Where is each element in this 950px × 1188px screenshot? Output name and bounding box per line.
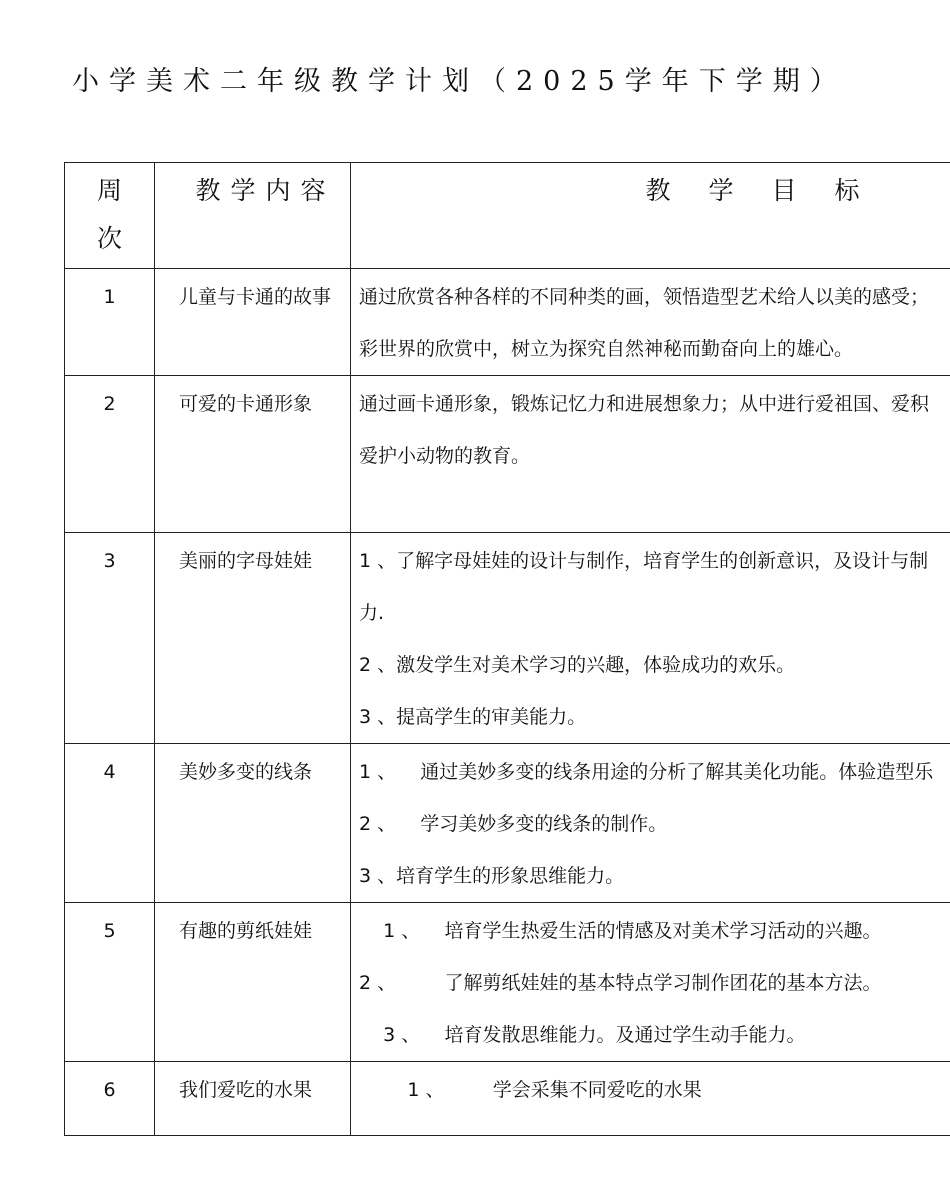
row-week: 3: [65, 533, 155, 744]
row-goal: [351, 269, 950, 376]
header-week: [65, 163, 155, 269]
row-week: 1: [65, 269, 155, 376]
goal-line: 1 、 学会采集不同爱吃的水果: [359, 1079, 702, 1101]
row-goal: [351, 533, 950, 744]
row-content: 我们爱吃的水果: [155, 1062, 351, 1136]
header-goal: 教学目标: [351, 163, 950, 269]
row-goal: [351, 1062, 950, 1136]
table-row: [65, 533, 950, 744]
table-row: [65, 269, 950, 376]
row-week: 5: [65, 903, 155, 1062]
row-content: 美妙多变的线条: [155, 744, 351, 903]
table-row: [65, 1062, 950, 1136]
goal-line: 2 、 学习美妙多变的线条的制作。: [359, 813, 668, 835]
row-content: 可爱的卡通形象: [155, 376, 351, 533]
row-goal: [351, 744, 950, 903]
goal-line: 3 、提高学生的审美能力。: [359, 706, 587, 728]
row-content: 儿童与卡通的故事: [155, 269, 351, 376]
document-title: 小学美术二年级教学计划（2025学年下学期）: [72, 66, 847, 97]
row-week: 4: [65, 744, 155, 903]
goal-line: 彩世界的欣赏中，树立为探究自然神秘而勤奋向上的雄心。: [359, 338, 854, 360]
goal-line: 通过欣赏各种各样的不同种类的画，领悟造型艺术给人以美的感受；: [359, 286, 930, 308]
header-content: 教学内容: [155, 163, 351, 269]
goal-line: 力.: [359, 602, 385, 624]
goal-line: 3 、培育学生的形象思维能力。: [359, 865, 625, 887]
table-row: [65, 744, 950, 903]
header-week-line-2: 次: [96, 224, 122, 253]
goal-line: 1 、了解字母娃娃的设计与制作，培育学生的创新意识，及设计与制: [359, 550, 929, 572]
table-header-row: [65, 163, 950, 269]
goal-line: 爱护小动物的教育。: [359, 445, 531, 467]
goal-line: 通过画卡通形象，锻炼记忆力和进展想象力；从中进行爱祖国、爱积: [359, 393, 930, 415]
goal-line: 1 、 培育学生热爱生活的情感及对美术学习活动的兴趣。: [359, 920, 882, 942]
goal-line: 3 、 培育发散思维能力。及通过学生动手能力。: [359, 1024, 806, 1046]
row-goal: [351, 903, 950, 1062]
table-row: [65, 903, 950, 1062]
table-row: [65, 376, 950, 533]
header-week-line-1: 周: [96, 176, 122, 205]
goal-line: 2 、 了解剪纸娃娃的基本特点学习制作团花的基本方法。: [359, 972, 882, 994]
row-content: 美丽的字母娃娃: [155, 533, 351, 744]
row-week: 2: [65, 376, 155, 533]
row-week: 6: [65, 1062, 155, 1136]
teaching-plan-table: [64, 162, 950, 1136]
goal-line: 1 、 通过美妙多变的线条用途的分析了解其美化功能。体验造型乐: [359, 761, 934, 783]
row-content: 有趣的剪纸娃娃: [155, 903, 351, 1062]
goal-line: 2 、激发学生对美术学习的兴趣，体验成功的欢乐。: [359, 654, 796, 676]
row-goal: [351, 376, 950, 533]
